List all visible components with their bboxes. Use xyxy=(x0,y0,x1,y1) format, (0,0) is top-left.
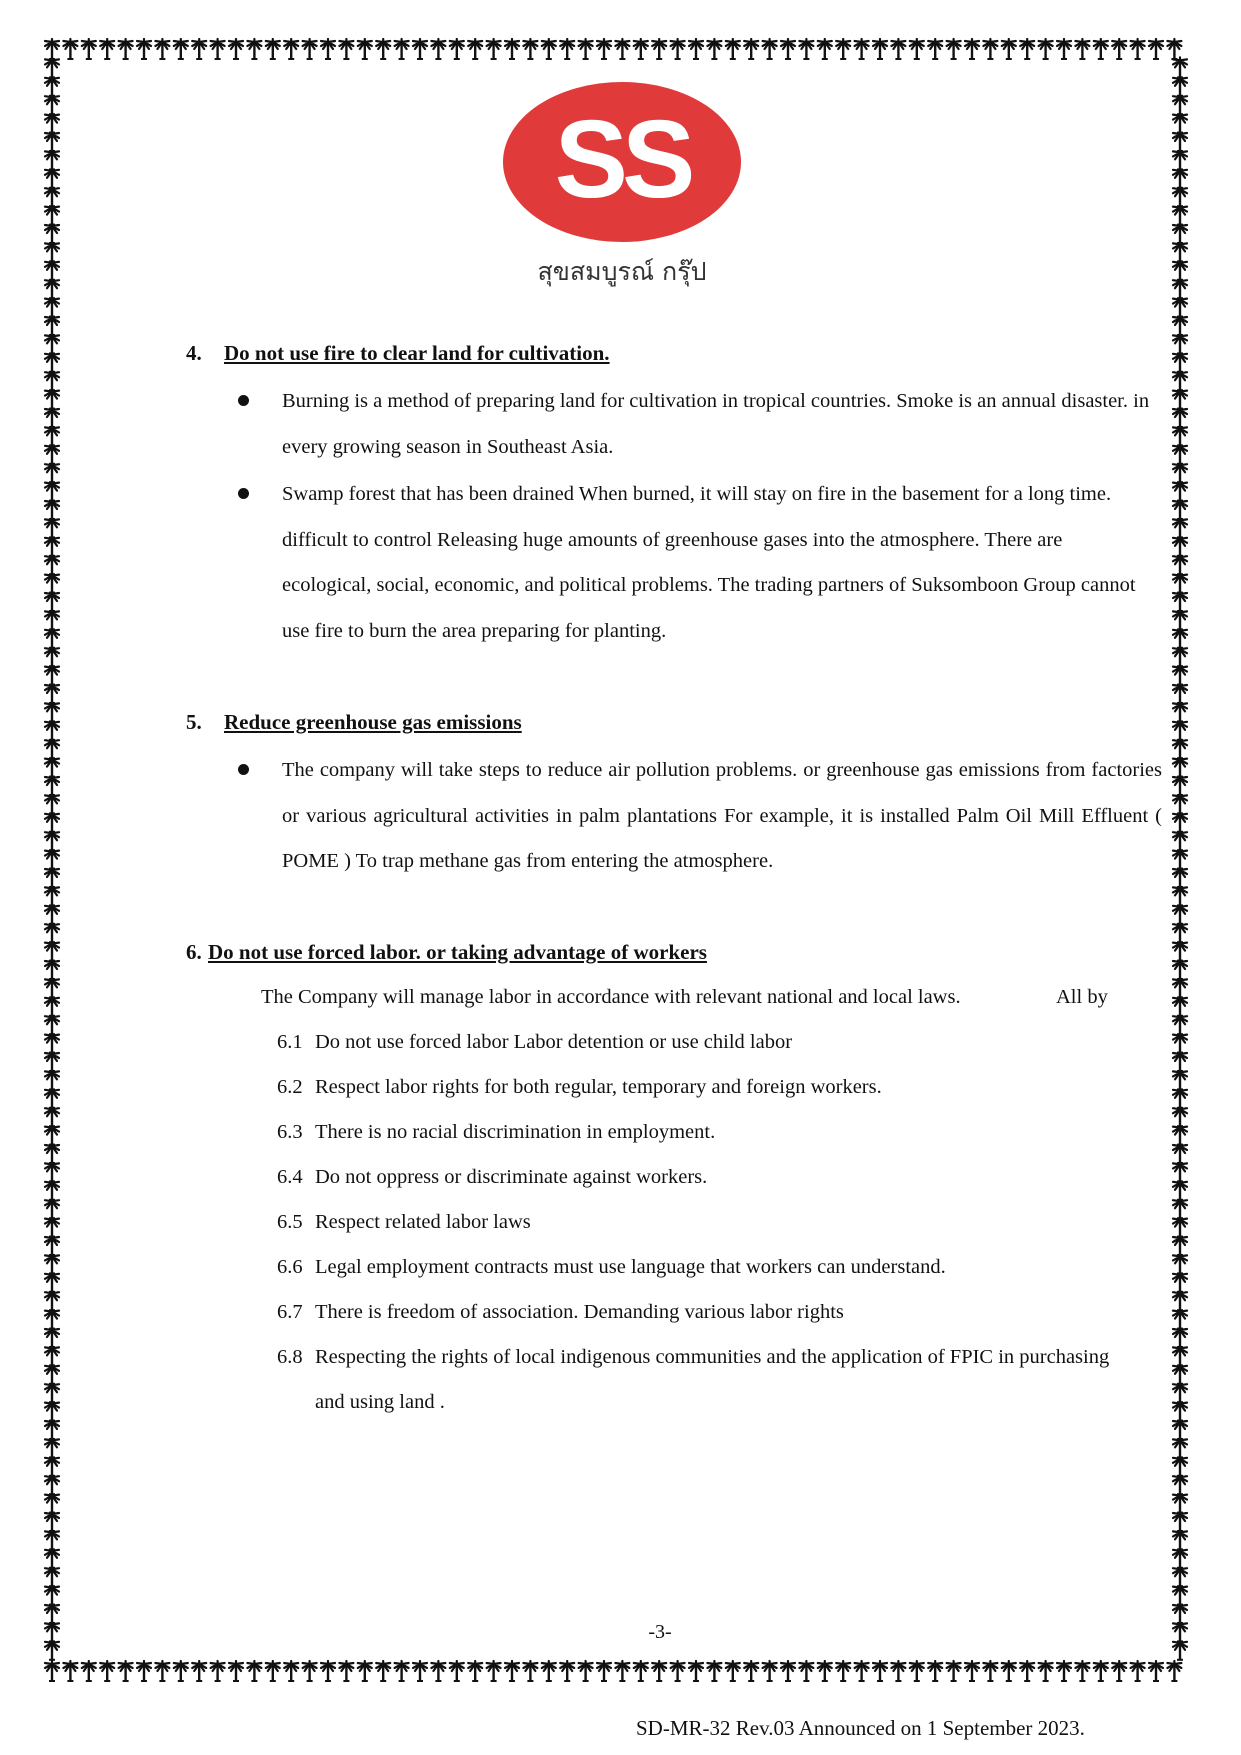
section-4-heading xyxy=(186,341,610,366)
logo-thai-text: สุขสมบูรณ์ กรุ๊ป xyxy=(537,257,707,286)
list-item: There is no racial discrimination in employment. xyxy=(315,1121,716,1143)
section-5-heading xyxy=(186,710,522,735)
list-item: There is freedom of association. Demanding various labor rights xyxy=(315,1301,844,1323)
list-item: Do not use forced labor Labor detention or use child labor xyxy=(315,1031,793,1053)
bullet-icon xyxy=(238,762,256,780)
list-item-number: 6.8 xyxy=(277,1346,303,1368)
list-item: Do not oppress or discriminate against workers. xyxy=(315,1166,708,1188)
section-title: Do not use fire to clear land for cultivation. xyxy=(224,341,610,365)
list-item-continuation: and using land . xyxy=(315,1391,445,1413)
list-item-number: 6.3 xyxy=(277,1121,303,1143)
section-title: Reduce greenhouse gas emissions xyxy=(224,710,522,734)
list-item: Respecting the rights of local indigenous communities and the application of FPIC in purchasing xyxy=(315,1346,1110,1368)
bullet-icon xyxy=(238,393,256,411)
list-item-number: 6.7 xyxy=(277,1301,303,1323)
list-item-number: 6.4 xyxy=(277,1166,303,1188)
section-4-bullet-2: Swamp forest that has been drained When burned, it will stay on fire in the basement for a long time. difficult to control Releasing huge amounts of greenhouse gases into the atmosphere. There are ecological, social, economic, and political problems. The trading partners of Suksomboon Group cannot use fire to burn the area preparing for planting. xyxy=(282,483,1136,642)
list-item-number: 6.5 xyxy=(277,1211,303,1233)
section-title: Do not use forced labor. or taking advantage of workers xyxy=(208,940,707,964)
list-item-number: 6.1 xyxy=(277,1031,303,1053)
section-4-bullet-1: Burning is a method of preparing land for cultivation in tropical countries. Smoke is an annual disaster. in every growing season in Southeast Asia. xyxy=(282,390,1150,458)
document-footer: SD-MR-32 Rev.03 Announced on 1 September 2023. xyxy=(636,1716,1085,1740)
logo-letters: SS xyxy=(554,98,690,221)
section-6-intro: The Company will manage labor in accordance with relevant national and local laws. xyxy=(261,986,961,1008)
list-item-number: 6.6 xyxy=(277,1256,303,1278)
list-item: Respect related labor laws xyxy=(315,1211,531,1233)
list-item-number: 6.2 xyxy=(277,1076,303,1098)
list-item: Respect labor rights for both regular, temporary and foreign workers. xyxy=(315,1076,882,1098)
page-number: -3- xyxy=(648,1621,672,1643)
section-6-heading xyxy=(186,940,707,965)
section-number: 6. xyxy=(186,940,202,964)
section-5-bullet-1: The company will take steps to reduce air pollution problems. or greenhouse gas emissions from factories or various agricultural activities in palm plantations For example, it is installed Palm Oil Mill Effluent ( POME ) To trap methane gas from entering the atmosphere. xyxy=(282,759,1162,872)
section-6-intro-tail: All by xyxy=(1056,986,1108,1008)
section-number: 5. xyxy=(186,710,202,734)
list-item: Legal employment contracts must use language that workers can understand. xyxy=(315,1256,946,1278)
bullet-icon xyxy=(238,486,256,504)
section-number: 4. xyxy=(186,341,202,365)
